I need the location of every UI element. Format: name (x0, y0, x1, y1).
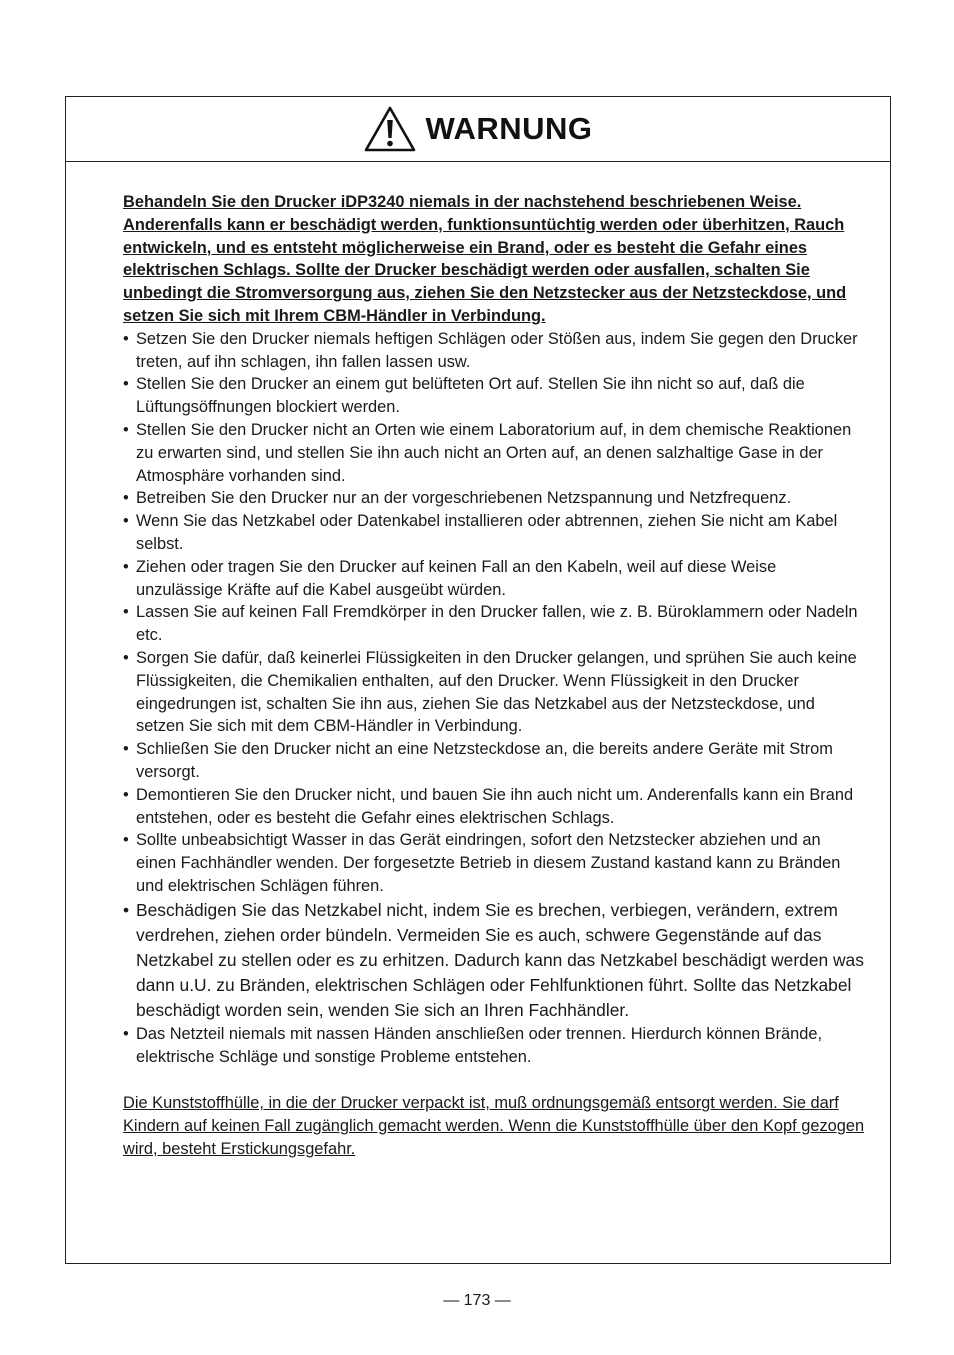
list-item: • Stellen Sie den Drucker nicht an Orten wie einem Laboratorium auf, in dem chemische Reaktionen zu erwarten sind, und stellen Sie ihn auch nicht an Orten auf, an denen salzhaltige Gase in der Atmosphäre vorhanden sind. (123, 419, 865, 487)
intro-paragraph: Behandeln Sie den Drucker iDP3240 niemals in der nachstehend beschriebenen Weise. Anderenfalls kann er beschädigt werden, funktionsuntüchtig werden oder überhitzen, Rauch entwickeln, und es entsteht möglicherweise ein Brand, oder es besteht die Gefahr eines elektrischen Schlags. Sollte der Drucker beschädigt werden oder ausfallen, schalten Sie unbedingt die Stromversorgung aus, ziehen Sie den Netzstecker aus der Netzsteckdose, und setzen Sie sich mit Ihrem CBM-Händler in Verbindung. (123, 193, 847, 325)
list-item: • Lassen Sie auf keinen Fall Fremdkörper in den Drucker fallen, wie z. B. Büroklammern oder Nadeln etc. (123, 601, 865, 647)
list-item: • Sorgen Sie dafür, daß keinerlei Flüssigkeiten in den Drucker gelangen, und sprühen Sie auch keine Flüssigkeiten, die Chemikalien enthalten, auf den Drucker. Wenn Flüssigkeit in den Drucker eingedrungen ist, schalten Sie ihn aus, ziehen Sie das Netzkabel aus der Netzsteckdose, und setzen Sie sich mit dem CBM-Händler in Verbindung. (123, 647, 865, 738)
list-item: • Das Netzteil niemals mit nassen Händen anschließen oder trennen. Hierdurch können Brände, elektrische Schläge und sonstige Probleme entstehen. (123, 1023, 865, 1069)
list-item: • Betreiben Sie den Drucker nur an der vorgeschriebenen Netzspannung und Netzfrequenz. (123, 487, 865, 510)
closing-paragraph: Die Kunststoffhülle, in die der Drucker verpackt ist, muß ordnungsgemäß entsorgt werden. Sie darf Kindern auf keinen Fall zugänglich gemacht werden. Wenn die Kunststoffhülle über den Kopf gezogen wird, besteht Erstickungsgefahr. (123, 1094, 865, 1158)
list-item: • Wenn Sie das Netzkabel oder Datenkabel installieren oder abtrennen, ziehen Sie nicht am Kabel selbst. (123, 510, 865, 556)
list-item: • Stellen Sie den Drucker an einem gut belüfteten Ort auf. Stellen Sie ihn nicht so auf, daß die Lüftungsöffnungen blockiert werden. (123, 373, 865, 419)
list-item: • Sollte unbeabsichtigt Wasser in das Gerät eindringen, sofort den Netzstecker abziehen und an einen Fachhändler wenden. Der forgesetzte Betrieb in diesem Zustand kastand kann zu Bränden und elektrischen Schlägen führen. (123, 829, 865, 897)
page-number: — 173 — (443, 1292, 511, 1309)
warning-header (66, 97, 890, 162)
list-item: • Ziehen oder tragen Sie den Drucker auf keinen Fall an den Kabeln, weil auf diese Weise unzulässige Kräfte auf die Kabel ausgeübt würden. (123, 556, 865, 602)
list-item: • Schließen Sie den Drucker nicht an eine Netzsteckdose an, die bereits andere Geräte mit Strom versorgt. (123, 738, 865, 784)
list-item: • Beschädigen Sie das Netzkabel nicht, indem Sie es brechen, verbiegen, verändern, extrem verdrehen, ziehen order bündeln. Vermeiden Sie es auch, schwere Gegenstände auf das Netzkabel zu stellen oder es zu erhitzen. Dadurch kann das Netzkabel beschädigt werden was dann u.U. zu Bränden, elektrischen Schlägen oder Fehlfunktionen führt. Sollte das Netzkabel beschädigt worden sein, wenden Sie sich an Ihren Fachhändler. (123, 898, 865, 1023)
warning-box (65, 96, 891, 1264)
list-item: • Demontieren Sie den Drucker nicht, und bauen Sie ihn auch nicht um. Anderenfalls kann ein Brand entstehen, oder es besteht die Gefahr eines elektrischen Schlags. (123, 784, 865, 830)
warning-triangle-icon (363, 105, 417, 153)
warning-list (123, 328, 865, 1069)
warning-title: WARNUNG (425, 111, 593, 146)
warning-content (123, 191, 865, 1161)
list-item: • Setzen Sie den Drucker niemals heftigen Schlägen oder Stößen aus, indem Sie gegen den Drucker treten, auf ihn schlagen, ihn fallen lassen usw. (123, 328, 865, 374)
